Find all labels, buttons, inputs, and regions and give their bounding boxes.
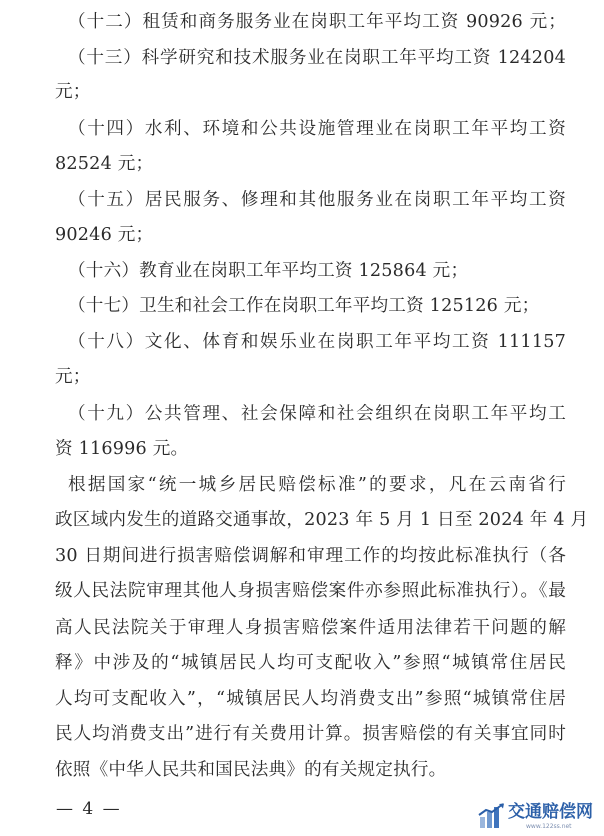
text-line-17: 级人民法院审理其他人身损害赔偿案件亦参照此标准执行）。《最 [55,581,566,601]
text-line-12: （十九）公共管理、社会保障和社会组织在岗职工年平均工 [68,404,566,424]
text-line-15: 政区域内发生的道路交通事故，2023 年 5 月 1 日至 2024 年 4 月 [55,510,589,530]
watermark-site-name: 交通赔偿网 [508,802,593,822]
text-line-1: （十二）租赁和商务服务业在岗职工年平均工资 90926 元； [68,12,566,32]
bar-chart-logo-icon [478,802,506,830]
text-line-19: 释》中涉及的“城镇居民人均可支配收入”参照“城镇常住居民 [55,653,566,673]
text-line-16: 30 日期间进行损害赔偿调解和审理工作的均按此标准执行（各 [55,546,566,566]
text-line-6: （十五）居民服务、修理和其他服务业在岗职工年平均工资 [68,190,566,210]
text-line-14: 根据国家“统一城乡居民赔偿标准”的要求，凡在云南省行 [68,475,566,495]
text-line-9: （十七）卫生和社会工作在岗职工年平均工资 125126 元； [68,296,540,316]
site-watermark [478,800,602,834]
text-line-22: 依照《中华人民共和国民法典》的有关规定执行。 [55,760,447,780]
text-line-7: 90246 元； [55,225,154,245]
text-line-2: （十三）科学研究和技术服务业在岗职工年平均工资 124204 [68,48,566,68]
watermark-url: www.122ss.net [526,823,572,830]
page-number: — 4 — [56,799,122,819]
text-line-13: 资 116996 元。 [55,439,189,459]
text-line-18: 高人民法院关于审理人身损害赔偿案件适用法律若干问题的解 [55,618,566,638]
text-line-11: 元； [55,367,91,387]
text-line-21: 民人均消费支出”进行有关费用计算。损害赔偿的有关事宜同时 [55,724,566,744]
text-line-4: （十四）水利、环境和公共设施管理业在岗职工年平均工资 [68,119,566,139]
text-line-20: 人均可支配收入”，“城镇居民人均消费支出”参照“城镇常住居 [55,689,566,709]
text-line-5: 82524 元； [55,154,154,174]
text-line-3: 元； [55,82,91,102]
text-line-8: （十六）教育业在岗职工年平均工资 125864 元； [68,261,469,281]
text-line-10: （十八）文化、体育和娱乐业在岗职工年平均工资 111157 [68,332,566,352]
